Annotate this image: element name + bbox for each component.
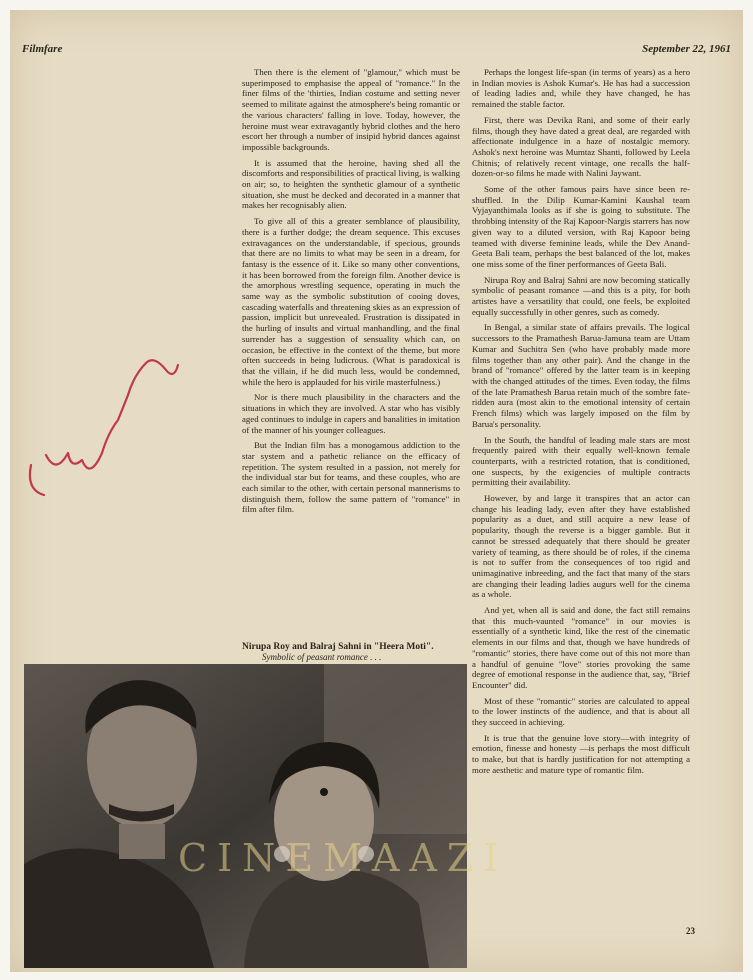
watermark-text: CINEMAAZI <box>178 836 509 880</box>
issue-date: September 22, 1961 <box>642 43 731 55</box>
paragraph: Some of the other famous pairs have since been re-shuffled. In the Dilip Kumar-Kamini Kaushal team Vyjayanthimala looks as if she is going to substitute. The throbbing intensity of the Raj Kapoor-Nargis starrers has now given way to a diluted version, with Raj Kapoor being teamed with diverse feminine leads, while the Dev Anand-Geeta Bali team, perhaps the best balanced of the lot, makes one miss some of the finer performances of Geeta Bali. <box>472 184 690 269</box>
caption-title: Nirupa Roy and Balraj Sahni in "Heera Moti". <box>242 642 434 652</box>
paragraph: Then there is the element of "glamour," which must be superimposed to emphasise the appeal of "romance." In the finer films of the 'thirties, Indian costume and setting never seemed to militate against the atmosphere's being romantic or the various characters' falling in love. Today, however, the heroine must wear extravagantly hybrid clothes and the hero escort her through a number of insipid hybrid dances against impossible backgrounds. <box>242 67 460 152</box>
paragraph: Nor is there much plausibility in the characters and the situations in which they are involved. A star who has visibly aged continues to indulge in capers and banalities in imitation of the manner of his younger colleagues. <box>242 392 460 435</box>
paragraph: In the South, the handful of leading male stars are most frequently paired with their equally well-known female counterparts, with a restricted rotation, that is conditioned, one suspects, by the exigencies of multiple contracts permitting their availability. <box>472 434 690 488</box>
film-still-illustration <box>24 664 467 968</box>
page-number: 23 <box>686 926 695 936</box>
paragraph: It is assumed that the heroine, having shed all the discomforts and responsibilities of practical living, is walking on air; so, to heighten the synthetic glamour of a synthetic situation, she must be decked and decorated in a manner that makes her recognisably alien. <box>242 157 460 211</box>
caption-subtitle: Symbolic of peasant romance . . . <box>262 652 382 662</box>
paragraph: First, there was Devika Rani, and some of their early films, though they have dated a great deal, are regarded with affectionate indulgence in a haze of nostalgic memory. Ashok's next heroine was Mumtaz Shanti, followed by Leela Chitnis; of relatively recent vintage, one recalls the half-dozen-or-so films he made with Nalini Jaywant. <box>472 114 690 179</box>
paragraph: Perhaps the longest life-span (in terms of years) as a hero in Indian movies is Ashok Kumar's. He has had a succession of leading ladies and, while they have changed, he has remained the stable factor. <box>472 67 690 110</box>
paragraph: However, by and large it transpires that an actor can change his leading lady, even after they have established popularity as a duet, and still acquire a new lease of popularity, though the reverse is a bigger gamble. But it cannot be stressed adequately that there should be greater variety of teaming, as there should be of roles, if the cinema is not to suffer from the consequences of too rigid and unimaginative inbreeding, and the fact that many of the stars are changing their leading ladies augurs well for the cinema as a whole. <box>472 493 690 600</box>
magazine-name: Filmfare <box>22 43 63 55</box>
film-still-photo <box>24 664 467 968</box>
paragraph: Nirupa Roy and Balraj Sahni are now becoming statically symbolic of peasant romance —and this is a pity, for both artistes have a versatility that could, one feels, be exploited equally successfully in other genres, such as comedy. <box>472 274 690 317</box>
paragraph: To give all of this a greater semblance of plausibility, there is a further dodge; the dream sequence. This excuses extravagances on the understandable, if specious, grounds that there are no limits to what may be seen in a dream, for fantasy is the essence of it. Like so many other conventions, it has been borrowed from the foreign film. Another device is the amorphous wrestling sequence, operating in much the same way as the symbolic substitution of cooing doves, cascading waterfalls and threatening skies as an expression of passion, implicit but unrevealed. Frustration is dissipated in the hurling of insults and virtual manhandling, and the final surrender has a suggestion of sensuality which can, on occasion, be effective in the context of the theme, but more often succeeds in being ludicrous. (What is paradoxical is that the villain, if he did much less, would be condemned, while the hero is applauded for his virile masterfulness.) <box>242 216 460 387</box>
paragraph: But the Indian film has a monogamous addiction to the star system and a pathetic reliance on the efficacy of repetition. The system resulted in a passion, not merely for the individual star but for teams, and these couples, who are each similar to the other, with certain personal mannerisms to distinguish them, follow the same pattern of "romance" in film after film. <box>242 440 460 515</box>
paragraph: Most of these "romantic" stories are calculated to appeal to the lower instincts of the audience, and that is about all they succeed in achieving. <box>472 695 690 728</box>
paragraph: It is true that the genuine love story—with integrity of emotion, finesse and honesty —is perhaps the most difficult to make, but that is hardly justification for not attempting a more aesthetic and mature type of romantic film. <box>472 732 690 775</box>
article-column-1 <box>242 67 460 520</box>
article-column-2 <box>472 67 690 781</box>
handwritten-signature <box>16 335 196 515</box>
paragraph: And yet, when all is said and done, the fact still remains that this much-vaunted "romance" in our movies is essentially of a synthetic kind, like the rest of the cinematic elements in our films and that, though we have hundreds of "romantic" stories, there have come out of this not more than a handful of genuine "love" stories provoking the same degree of emotional response in the audience that, say, "Brief Encounter" did. <box>472 605 690 690</box>
magazine-page <box>10 10 743 972</box>
paragraph: In Bengal, a similar state of affairs prevails. The logical successors to the Pramathesh Barua-Jamuna team are Uttam Kumar and Suchitra Sen (who have probably made more films together than any other pair). And the change in the brand of "romance" offered by the latter team is in keeping with the changed attitudes of the times. Even today, the films of the late Pramathesh Barua retain much of the sombre fate-ridden aura (most akin to the emotional intensity of certain French films) which was largely imposed on the film by Barua's personality. <box>472 322 690 429</box>
photo-caption <box>242 642 464 662</box>
